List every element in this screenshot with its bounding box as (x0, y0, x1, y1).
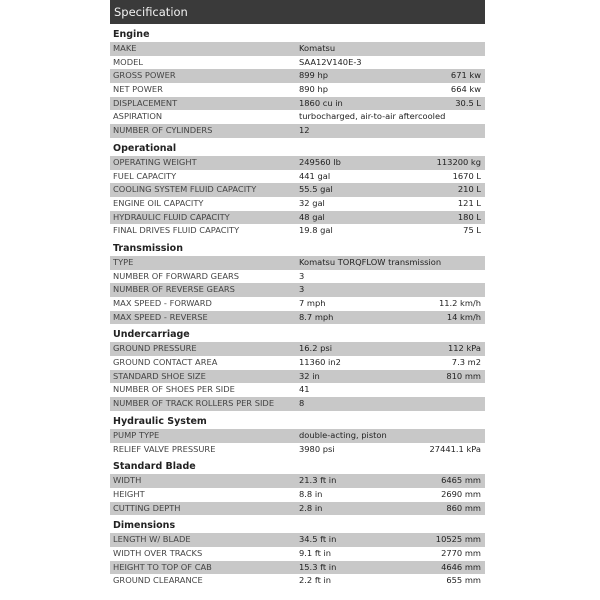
spec-value-metric: 7.3 m2 (451, 357, 481, 368)
spec-value-imperial: 12 (299, 125, 310, 136)
spec-row (110, 574, 485, 588)
spec-value-imperial: turbocharged, air-to-air aftercooled (299, 111, 446, 122)
spec-value-imperial: 48 gal (299, 211, 325, 222)
section-heading-dimensions: Dimensions (113, 520, 176, 532)
spec-label: TYPE (113, 256, 134, 267)
spec-value-imperial: 19.8 gal (299, 225, 333, 236)
spec-value-imperial: 21.3 ft in (299, 475, 337, 486)
spec-row (110, 97, 485, 111)
spec-row (110, 397, 485, 411)
spec-value-imperial: 2.8 in (299, 502, 323, 513)
spec-label: NUMBER OF TRACK ROLLERS PER SIDE (113, 398, 275, 409)
section-heading-hydraulic-system: Hydraulic System (113, 415, 207, 427)
spec-value-imperial: 34.5 ft in (299, 534, 337, 545)
spec-row (110, 283, 485, 297)
spec-value-metric: 121 L (457, 197, 481, 208)
spec-label: STANDARD SHOE SIZE (113, 370, 206, 381)
section-heading-operational: Operational (113, 142, 177, 154)
spec-label: MAX SPEED - REVERSE (113, 311, 208, 322)
spec-row (110, 342, 485, 356)
spec-row (110, 183, 485, 197)
spec-value-imperial: 890 hp (299, 84, 328, 95)
spec-value-imperial: 55.5 gal (299, 184, 333, 195)
spec-label: NET POWER (113, 84, 163, 95)
spec-row (110, 197, 485, 211)
spec-label: ASPIRATION (113, 111, 163, 122)
spec-value-imperial: Komatsu (299, 43, 336, 53)
spec-label: ENGINE OIL CAPACITY (113, 197, 204, 208)
specification-title: Specification (110, 0, 485, 24)
spec-value-imperial: 16.2 psi (299, 343, 333, 354)
spec-value-imperial: 8.8 in (299, 488, 323, 499)
spec-row (110, 429, 485, 443)
spec-row (110, 270, 485, 284)
spec-sections (110, 24, 485, 588)
spec-label: HEIGHT TO TOP OF CAB (113, 561, 212, 572)
spec-row (110, 547, 485, 561)
spec-value-metric: 180 L (457, 211, 481, 222)
spec-row (110, 211, 485, 225)
spec-label: WIDTH (113, 475, 142, 486)
spec-value-imperial: 11360 in2 (299, 357, 341, 368)
spec-row (110, 69, 485, 83)
spec-row (110, 124, 485, 138)
spec-value-imperial: SAA12V140E-3 (299, 56, 362, 67)
spec-row (110, 311, 485, 325)
spec-value-metric: 14 km/h (446, 311, 481, 322)
spec-label: RELIEF VALVE PRESSURE (113, 443, 216, 454)
spec-row (110, 297, 485, 311)
spec-value-metric: 11.2 km/h (438, 298, 481, 308)
spec-label: FUEL CAPACITY (113, 170, 177, 181)
spec-value-imperial: 3 (299, 270, 305, 281)
spec-label: PUMP TYPE (113, 429, 160, 440)
spec-value-imperial: 8 (299, 398, 305, 409)
spec-label: FINAL DRIVES FLUID CAPACITY (113, 225, 240, 236)
spec-value-metric: 112 kPa (448, 343, 481, 354)
spec-label: DISPLACEMENT (113, 97, 178, 108)
spec-value-imperial: 15.3 ft in (299, 561, 337, 572)
spec-value-imperial: 249560 lb (299, 156, 341, 167)
spec-value-imperial: double-acting, piston (299, 429, 387, 440)
spec-row (110, 256, 485, 270)
spec-label: WIDTH OVER TRACKS (113, 547, 203, 558)
spec-row (110, 533, 485, 547)
spec-value-metric: 10525 mm (435, 534, 481, 545)
spec-row (110, 83, 485, 97)
spec-value-metric: 113200 kg (436, 156, 481, 167)
spec-row (110, 443, 485, 457)
spec-value-imperial: 3 (299, 284, 305, 295)
spec-label: HYDRAULIC FLUID CAPACITY (113, 211, 230, 222)
spec-row (110, 170, 485, 184)
spec-value-imperial: 32 in (299, 370, 320, 381)
spec-label: MODEL (113, 56, 143, 67)
spec-value-imperial: 41 (299, 384, 310, 395)
spec-value-imperial: 9.1 ft in (299, 547, 332, 558)
spec-value-metric: 75 L (463, 225, 481, 236)
spec-row (110, 370, 485, 384)
spec-row (110, 474, 485, 488)
spec-label: MAKE (113, 43, 137, 53)
spec-value-imperial: 32 gal (299, 197, 325, 208)
spec-value-metric: 27441.1 kPa (429, 443, 481, 454)
spec-label: COOLING SYSTEM FLUID CAPACITY (113, 184, 257, 195)
spec-label: LENGTH W/ BLADE (113, 534, 191, 545)
spec-row (110, 561, 485, 575)
spec-value-imperial: 8.7 mph (299, 311, 334, 322)
spec-value-metric: 1670 L (452, 170, 481, 181)
spec-value-metric: 664 kw (450, 84, 481, 95)
spec-value-imperial: 899 hp (299, 70, 328, 81)
spec-row (110, 110, 485, 124)
spec-value-imperial: Komatsu TORQFLOW transmission (299, 256, 442, 267)
spec-label: OPERATING WEIGHT (113, 156, 197, 167)
spec-value-imperial: 7 mph (299, 298, 326, 308)
spec-row (110, 356, 485, 370)
specification-table (110, 0, 485, 588)
spec-value-imperial: 441 gal (299, 170, 331, 181)
spec-value-imperial: 3980 psi (299, 443, 335, 454)
spec-value-metric: 860 mm (446, 502, 481, 513)
spec-value-metric: 6465 mm (441, 475, 481, 486)
spec-label: NUMBER OF SHOES PER SIDE (113, 384, 235, 395)
spec-value-metric: 655 mm (446, 575, 481, 586)
section-heading-undercarriage: Undercarriage (113, 329, 190, 341)
section-heading-transmission: Transmission (113, 242, 183, 254)
section-heading-engine: Engine (113, 29, 150, 40)
spec-row (110, 56, 485, 70)
spec-label: GROSS POWER (113, 70, 176, 81)
spec-value-metric: 2690 mm (441, 488, 481, 499)
spec-label: NUMBER OF FORWARD GEARS (113, 270, 240, 281)
spec-label: MAX SPEED - FORWARD (113, 298, 212, 308)
spec-label: GROUND CONTACT AREA (113, 357, 218, 368)
spec-value-metric: 210 L (457, 184, 481, 195)
spec-label: NUMBER OF REVERSE GEARS (113, 284, 235, 295)
spec-value-metric: 30.5 L (455, 97, 481, 108)
spec-label: HEIGHT (113, 488, 145, 499)
spec-row (110, 224, 485, 238)
spec-value-metric: 671 kw (450, 70, 481, 81)
spec-row (110, 156, 485, 170)
spec-label: GROUND PRESSURE (113, 343, 197, 354)
spec-row (110, 488, 485, 502)
spec-label: CUTTING DEPTH (113, 502, 181, 513)
spec-value-metric: 810 mm (446, 370, 481, 381)
section-heading-standard-blade: Standard Blade (113, 461, 196, 473)
spec-value-metric: 2770 mm (441, 547, 481, 558)
spec-row (110, 42, 485, 56)
spec-value-imperial: 2.2 ft in (299, 575, 332, 586)
spec-value-metric: 4646 mm (441, 561, 481, 572)
spec-value-imperial: 1860 cu in (299, 97, 343, 108)
spec-label: NUMBER OF CYLINDERS (113, 125, 213, 136)
spec-row (110, 383, 485, 397)
spec-row (110, 502, 485, 516)
spec-label: GROUND CLEARANCE (113, 575, 203, 586)
